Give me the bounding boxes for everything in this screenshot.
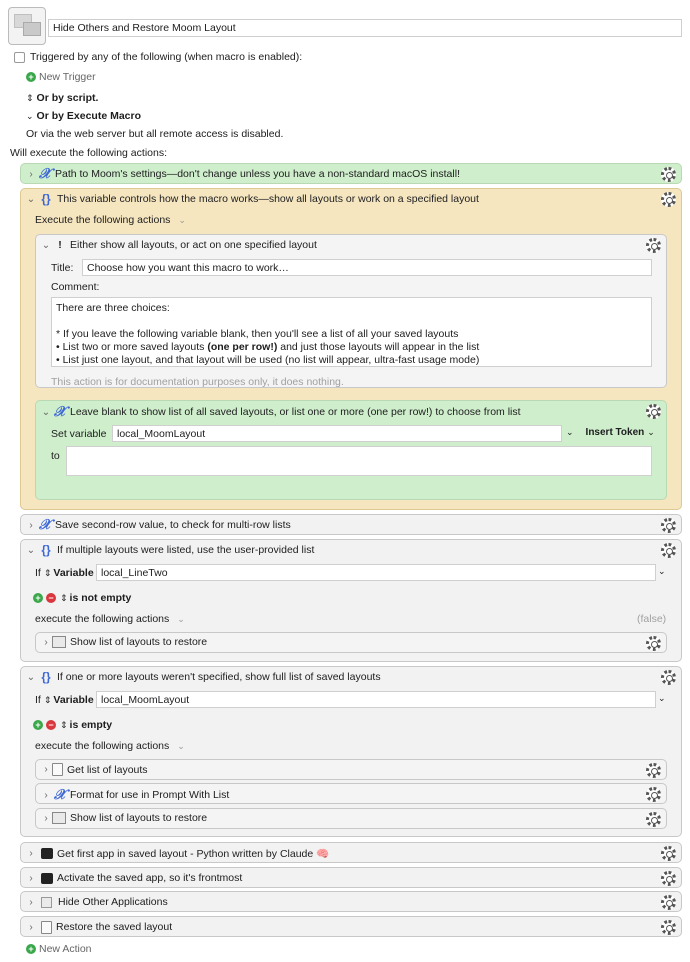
comment-exclamation-icon: ! — [58, 239, 62, 251]
updown-chevron-icon[interactable]: ⇕ — [60, 719, 68, 730]
action-group-variable-controls[interactable] — [20, 188, 682, 510]
comment-line: • List two or more saved layouts — [56, 341, 208, 353]
condition-label[interactable]: is not empty — [69, 592, 132, 604]
execute-actions-dropdown[interactable] — [35, 214, 186, 226]
chevron-down-icon[interactable]: ⌄ — [41, 239, 51, 251]
terminal-icon — [41, 848, 53, 859]
terminal-icon — [41, 873, 53, 884]
action-activate-saved-app[interactable] — [20, 867, 682, 888]
execute-actions-dropdown[interactable] — [35, 740, 185, 752]
gear-icon[interactable] — [661, 670, 676, 685]
action-title: Show list of layouts to restore — [70, 636, 208, 648]
execute-label: execute the following actions — [35, 613, 170, 625]
if-label: If — [35, 567, 41, 579]
gear-icon[interactable] — [661, 543, 676, 558]
action-if-layouts-not-specified[interactable] — [20, 666, 682, 837]
gear-icon[interactable] — [646, 787, 661, 802]
condition-variable-field[interactable]: local_MoomLayout — [96, 691, 656, 708]
script-document-icon — [52, 763, 63, 776]
chevron-down-icon[interactable]: ⌄ — [658, 566, 666, 576]
variable-label[interactable]: Variable — [53, 567, 94, 579]
chevron-right-icon[interactable]: › — [44, 636, 48, 648]
comment-line: and just those layouts will appear in the list — [277, 341, 480, 353]
comment-action[interactable] — [35, 234, 667, 388]
will-execute-label: Will execute the following actions: — [10, 147, 167, 159]
new-action-button[interactable] — [26, 943, 92, 955]
variable-name-field[interactable]: local_MoomLayout — [112, 425, 562, 442]
group-braces-icon: {} — [41, 192, 51, 206]
set-variable-label: Set variable — [51, 428, 107, 440]
group-braces-icon: {} — [41, 543, 51, 557]
chevron-right-icon[interactable]: › — [29, 519, 33, 531]
variable-dropdown-chevron-icon[interactable]: ⌄ — [566, 427, 574, 437]
to-label: to — [51, 450, 60, 462]
prompt-list-icon — [52, 636, 66, 648]
chevron-down-icon[interactable]: ⌄ — [41, 406, 51, 418]
insert-token-button[interactable]: Insert Token — [585, 427, 645, 438]
updown-chevron-icon: ⇕ — [26, 92, 34, 103]
comment-title-field[interactable]: Choose how you want this macro to work… — [82, 259, 652, 276]
comment-footnote: This action is for documentation purposes only, it does nothing. — [51, 376, 344, 388]
gear-icon[interactable] — [661, 192, 676, 207]
variable-value-textarea[interactable] — [66, 446, 652, 476]
chevron-down-icon[interactable]: ⌄ — [26, 193, 36, 205]
action-title: Leave blank to show list of all saved layouts, or list one or more (one per row!) to choose from list — [70, 406, 521, 418]
sub-action-show-list[interactable] — [35, 632, 667, 653]
gear-icon[interactable] — [646, 238, 661, 253]
chevron-right-icon[interactable]: › — [44, 789, 48, 801]
or-by-script-toggle[interactable] — [26, 92, 98, 104]
or-by-execute-macro-label: Or by Execute Macro — [36, 110, 142, 122]
action-title: Activate the saved app, so it's frontmost — [57, 872, 243, 884]
action-get-first-app[interactable] — [20, 842, 682, 863]
plus-icon: + — [26, 72, 36, 82]
condition-label[interactable]: is empty — [69, 719, 113, 731]
gear-icon[interactable] — [661, 871, 676, 886]
chevron-right-icon[interactable]: › — [44, 764, 48, 775]
chevron-right-icon[interactable]: › — [29, 847, 33, 859]
chevron-right-icon[interactable]: › — [29, 896, 33, 908]
false-label: (false) — [637, 613, 667, 625]
variable-x-icon: 𝒳 — [38, 166, 52, 182]
execute-label: execute the following actions — [35, 740, 170, 752]
action-title: Get list of layouts — [67, 763, 148, 776]
chevron-right-icon[interactable]: › — [29, 921, 33, 933]
updown-chevron-icon[interactable]: ⇕ — [60, 592, 68, 603]
new-trigger-label: New Trigger — [39, 71, 96, 83]
title-label: Title: — [51, 262, 74, 274]
gear-icon[interactable] — [646, 812, 661, 827]
action-path-to-moom[interactable] — [20, 163, 682, 184]
gear-icon[interactable] — [661, 167, 676, 182]
comment-line: * If you leave the following variable blank, then you'll see a list of all your saved layouts — [56, 328, 459, 340]
action-title: Either show all layouts, or act on one specified layout — [70, 239, 317, 251]
chevron-down-icon: ⌄ — [177, 613, 185, 624]
variable-x-icon: 𝒳 — [53, 787, 67, 803]
chevron-down-icon: ⌄ — [647, 427, 655, 437]
action-title: Save second-row value, to check for multi-row lists — [55, 519, 291, 531]
add-condition-icon[interactable]: + — [33, 593, 43, 603]
action-title: Restore the saved layout — [56, 921, 173, 933]
chevron-down-icon[interactable]: ⌄ — [26, 544, 36, 556]
plus-icon: + — [26, 944, 36, 954]
triggered-label: Triggered by any of the following (when macro is enabled): — [30, 51, 303, 63]
if-label: If — [35, 694, 41, 706]
chevron-down-icon: ⌄ — [178, 214, 186, 225]
or-by-execute-macro-toggle[interactable] — [26, 110, 141, 122]
hide-apps-icon — [41, 897, 52, 908]
action-title: Path to Moom's settings—don't change unless you have a non-standard macOS install! — [55, 168, 460, 180]
comment-line: There are three choices: — [56, 302, 170, 314]
action-title: If one or more layouts weren't specified, show full list of saved layouts — [57, 671, 381, 683]
new-action-label: New Action — [39, 943, 92, 955]
prompt-list-icon — [52, 812, 66, 824]
trigger-checkbox[interactable] — [14, 52, 25, 63]
action-title: Get first app in saved layout - Python written by Claude 🧠 — [57, 847, 330, 860]
sub-action-show-list[interactable] — [35, 808, 667, 829]
sub-action-format[interactable] — [35, 783, 667, 804]
action-restore-layout[interactable] — [20, 916, 682, 937]
gear-icon[interactable] — [661, 846, 676, 861]
macro-name-field[interactable]: Hide Others and Restore Moom Layout — [48, 19, 682, 37]
action-title: Show list of layouts to restore — [70, 812, 208, 824]
chevron-down-icon[interactable]: ⌄ — [26, 671, 36, 683]
web-server-note: Or via the web server but all remote access is disabled. — [26, 128, 284, 140]
new-trigger-button[interactable] — [26, 71, 96, 83]
chevron-right-icon[interactable]: › — [29, 168, 33, 180]
execute-label: Execute the following actions — [35, 214, 171, 226]
action-title: If multiple layouts were listed, use the user-provided list — [57, 544, 315, 556]
gear-icon[interactable] — [646, 404, 661, 419]
updown-chevron-icon[interactable]: ⇕ — [43, 567, 52, 578]
chevron-right-icon[interactable]: › — [29, 872, 33, 884]
action-title: Hide Other Applications — [58, 896, 168, 908]
comment-line-bold: (one per row!) — [207, 341, 278, 353]
sub-action-get-list[interactable] — [35, 759, 667, 780]
gear-icon[interactable] — [646, 763, 661, 778]
variable-x-icon: 𝒳 — [53, 404, 67, 420]
chevron-right-icon[interactable]: › — [44, 812, 48, 824]
execute-actions-dropdown[interactable] — [35, 613, 185, 625]
gear-icon[interactable] — [661, 895, 676, 910]
gear-icon[interactable] — [646, 636, 661, 651]
action-save-second-row[interactable] — [20, 514, 682, 535]
action-title: This variable controls how the macro works—show all layouts or work on a specified layout — [57, 193, 479, 205]
gear-icon[interactable] — [661, 920, 676, 935]
remove-condition-icon[interactable]: − — [46, 720, 56, 730]
condition-variable-field[interactable]: local_LineTwo — [96, 564, 656, 581]
add-condition-icon[interactable]: + — [33, 720, 43, 730]
group-braces-icon: {} — [41, 670, 51, 684]
variable-label[interactable]: Variable — [53, 694, 94, 706]
gear-icon[interactable] — [661, 518, 676, 533]
action-title: Format for use in Prompt With List — [70, 789, 230, 801]
comment-textarea[interactable] — [51, 297, 652, 367]
chevron-down-icon: ⌄ — [177, 740, 185, 751]
macro-icon[interactable] — [8, 7, 46, 45]
comment-line: • List just one layout, and that layout will be used (no list will appear, ultra-fast usage mode) — [56, 354, 480, 366]
action-hide-other-apps[interactable] — [20, 891, 682, 912]
chevron-down-icon: ⌄ — [26, 110, 34, 121]
comment-label: Comment: — [51, 281, 100, 293]
updown-chevron-icon[interactable]: ⇕ — [43, 694, 52, 705]
script-document-icon — [41, 921, 52, 934]
chevron-down-icon[interactable]: ⌄ — [658, 693, 666, 703]
remove-condition-icon[interactable]: − — [46, 593, 56, 603]
variable-x-icon: 𝒳 — [38, 517, 52, 533]
action-if-multiple-layouts[interactable] — [20, 539, 682, 662]
or-by-script-label: Or by script. — [36, 92, 99, 104]
set-variable-action[interactable] — [35, 400, 667, 500]
